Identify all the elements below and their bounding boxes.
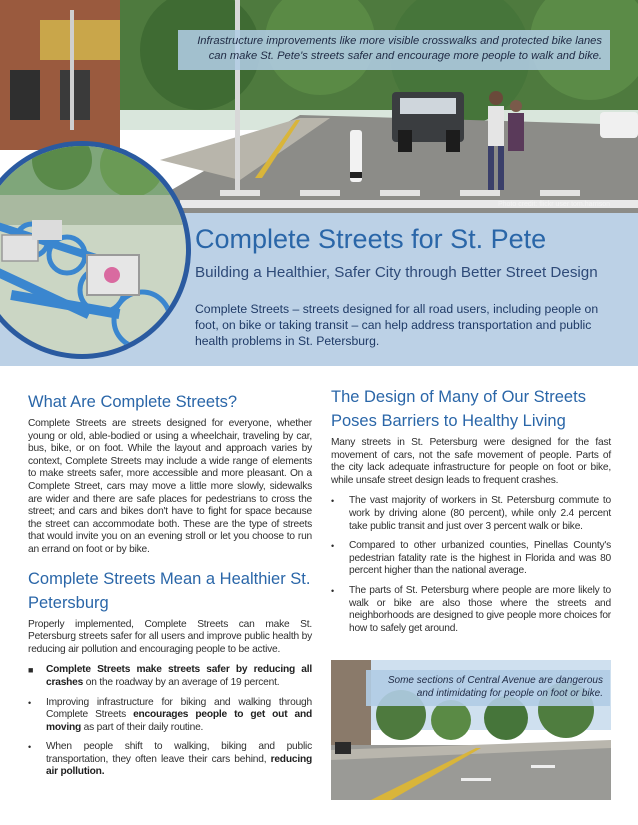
bullet-text: Improving infrastructure for biking and walking through Complete Streets [46, 696, 312, 721]
central-avenue-caption: Some sections of Central Avenue are dangerous and intimidating for people on foot or bike. [366, 670, 610, 706]
list-item [331, 495, 611, 533]
what-are-paragraph: Complete Streets are streets designed for everyone, whether young or old, able-bodied or using a wheelchair, traveling by car, bus, bike, or on foot. While the layout and approach varies by context, Complete Streets may include a wide range of elements to make streets safer, more accessible and more pleasant. On a Complete Street, cars may move a little more slowly, sidewalks are wider and there are safe places for pedestrians to cross the street; and cars and bikes don't have to fight for space because the street can accommodate both. These are the type of streets that would invite you on an evening stroll or let you choose to run an errand on foot or by bike. [28, 418, 312, 555]
list-item [331, 540, 611, 578]
heading-what-are: What Are Complete Streets? [28, 393, 238, 411]
right-column [331, 385, 611, 642]
healthier-bullets [28, 664, 312, 779]
photo-credit: Photo credit: flickr user tom.harrison [497, 201, 610, 208]
design-bullets [331, 495, 611, 635]
page-title: Complete Streets for St. Pete [195, 224, 547, 254]
healthier-paragraph: Properly implemented, Complete Streets can make St. Petersburg streets safer for all users and improve public health by reducing air pollution and encouraging people to be active. [28, 618, 312, 655]
list-item [28, 741, 312, 779]
bullet-icon: • [331, 496, 334, 507]
bullet-text: The parts of St. Petersburg where people are more likely to walk or bike are also those where the streets and neighborhoods are designed to give people more choices for how to safely get around. [349, 584, 611, 634]
list-item [28, 664, 312, 689]
bullet-text: When people shift to walking, biking and public transportation, they often leave their cars behind, [46, 741, 312, 765]
intro-text: Complete Streets – streets designed for all road users, including people on foot, on bike or taking transit – can help address transportation and public health problems in St. Petersburg. [195, 302, 599, 348]
bike-share-illustration [0, 140, 192, 360]
bullet-bold: Complete Streets make streets safer by reducing all crashes [46, 664, 312, 688]
list-item [331, 585, 611, 635]
bullet-icon: • [28, 742, 31, 753]
bullet-icon: ■ [28, 665, 34, 676]
bike-share-photo [0, 140, 192, 360]
bullet-bold: reducing air pollution. [46, 753, 312, 778]
hero-caption: Infrastructure improvements like more visible crosswalks and protected bike lanes can make St. Pete's streets safer and encourage more people to walk and bike. [178, 30, 610, 70]
bullet-icon: • [331, 541, 334, 552]
page-subtitle: Building a Healthier, Safer City through Better Street Design [195, 264, 598, 281]
heading-healthier: Complete Streets Mean a Healthier St. Petersburg [28, 569, 311, 612]
bullet-text: Compared to other urbanized counties, Pinellas County's pedestrian fatality rate is the highest in Florida and was 80 percent higher than the national average. [349, 540, 611, 577]
heading-design-barriers: The Design of Many of Our Streets Poses Barriers to Healthy Living [331, 388, 586, 430]
left-column [28, 390, 312, 786]
bullet-icon: • [331, 585, 334, 596]
design-paragraph: Many streets in St. Petersburg were designed for the fast movement of cars, not the safe movement of people. Parts of the city lack adequate infrastructure for people on foot or bike, while unsafe street design leads to frequent crashes. [331, 437, 611, 486]
bullet-bold: encourages people to get out and moving [46, 709, 312, 733]
bullet-text: as part of their daily routine. [81, 721, 204, 733]
bullet-icon: • [28, 697, 31, 708]
bullet-text: on the roadway by an average of 19 percent. [83, 676, 280, 688]
bullet-text: The vast majority of workers in St. Petersburg commute to work by driving alone (80 percent), while only 2.4 percent take public transit and just over 3 percent walk or bike. [349, 495, 611, 532]
list-item [28, 697, 312, 735]
